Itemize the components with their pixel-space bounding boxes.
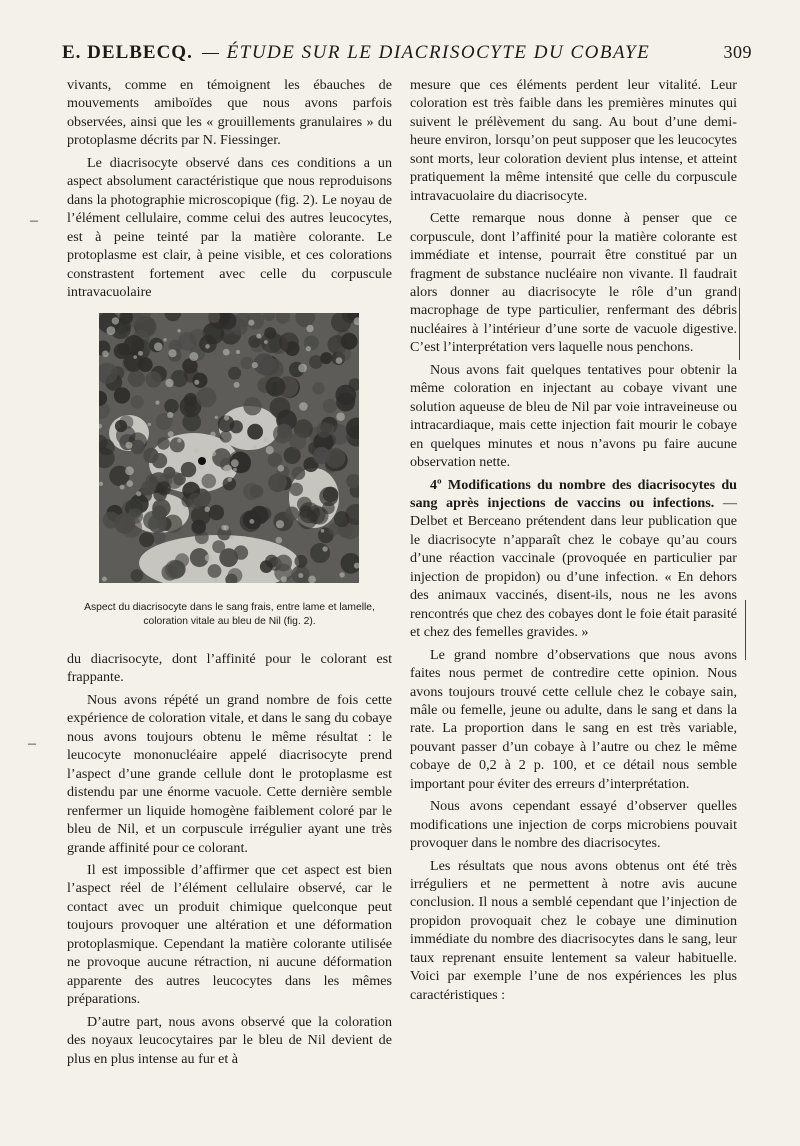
paragraph: Nous avons répété un grand nombre de fois cette expérience de coloration vitale, et dans le sang du cobaye nous avons toujours obtenu le même résultat : le leucocyte mononucléaire appelé diacrisocyte prend l’aspect d’une grande cellule dont le protoplasme est distendu par une énorme vacuole. Cette dernière semble renfermer un liquide homogène faiblement coloré par le bleu de Nil, et un corpuscule irrégulier ayant une très grande affinité pour ce colorant.: [67, 691, 392, 856]
paragraph: Les résultats que nous avons obtenus ont été très irréguliers et ne permettent à notre avis aucune conclusion. Il nous a semblé cependant que l’injection de propidon provoquait chez le cobaye une diminution immédiate du nombre des diacrisocytes dans le sang, leur taux reprenant ensuite lentement sa valeur habituelle. Voici par exemple l’une de nos expériences les plus caractéristiques :: [410, 857, 737, 1003]
micrograph-figure: [99, 313, 359, 583]
header-title: — ÉTUDE SUR LE DIACRISOCYTE DU COBAYE: [202, 42, 651, 63]
running-header: [62, 38, 752, 68]
paragraph: vivants, comme en témoignent les ébauches de mouvements amiboïdes que nous avons parfois observées, ainsi que les « grouillements granulaires » du protoplasme décrits par N. Fiessinger.: [67, 77, 392, 149]
paragraph: Il est impossible d’affirmer que cet aspect est bien l’aspect réel de l’élément cellulaire observé, car le contact avec un produit chimique quelconque peut toujours provoquer une altération et une déformation protoplasmique. Cependant la matière colorante utilisée ne provoque aucune rétraction, ni aucune déformation apparente des autres leucocytes dans les mêmes préparations.: [67, 861, 392, 1008]
section-heading: 4º Modifications du nombre des diacrisocytes du sang après injections de vaccins ou infections.: [410, 476, 737, 511]
margin-bracket: [739, 288, 740, 360]
paragraph: Le grand nombre d’observations que nous avons faites nous permet de contredire cette opinion. Nous avons toujours trouvé cette cellule chez le cobaye sain, mâle ou femelle, jeune ou adulte, dans le sang et dans la rate. La proportion dans le sang en est très variable, pouvant passer d’un cobaye à l’autre ou chez le même cobaye de 0,2 à 2 p. 100, et ce détail nous semble important pour éviter des erreurs d’interprétation.: [410, 646, 737, 792]
paragraph: Nous avons fait quelques tentatives pour obtenir la même coloration en injectant au cobaye vivant une solution aqueuse de bleu de Nil par voie intraveineuse ou intracardiaque, mais cette injection fait mourir le cobaye en quelques minutes et nous n’avons pu faire aucune observation nette.: [410, 361, 737, 471]
paragraph: Cette remarque nous donne à penser que ce corpuscule, dont l’affinité pour la matière colorante est immédiate et intense, pourrait être constitué par un fragment de substance nucléaire non vivante. Il faudrait alors donner au diacrisocyte le rôle d’un grand macrophage de type particulier, renfermant des débris nucléaires à l’intérieur d’une sorte de vacuole digestive. C’est l’interprétation vers laquelle nous penchons.: [410, 210, 737, 356]
paragraph: du diacrisocyte, dont l’affinité pour le colorant est frappante.: [67, 651, 392, 686]
right-column: [410, 76, 737, 1004]
paragraph: Le diacrisocyte observé dans ces conditions a un aspect absolument caractéristique que nous reproduisons dans la photographie microscopique (fig. 2). Le noyau de l’élément cellulaire, comme celui des autres leucocytes, est à peine teinté par la matière colorante. Le protoplasme est clair, à peine visible, et ces colorations constrastent fortement avec celle du corpuscule intravacuolaire: [67, 154, 392, 300]
left-column-top: [67, 76, 392, 301]
paragraph-text: — Delbet et Berceano prétendent dans leur publication que le diacrisocyte n’apparaît chez le cobaye qu’au cours d’une réaction vaccinale (provoquée en particulier par injection de propidon) ou d’une infection. « En dehors des animaux vaccinés, disent-ils, nous ne les avons rencontrés que chez des cobayes dont le foie était parasité et chez des femelles gravides. »: [410, 494, 737, 641]
page-number: 309: [723, 42, 752, 62]
paragraph: D’autre part, nous avons observé que la coloration des noyaux leucocytaires par le bleu de Nil devient de plus en plus intense au fur et à: [67, 1013, 392, 1067]
paragraph: mesure que ces éléments perdent leur vitalité. Leur coloration est très faible dans les premières minutes qui suivent le prélèvement du sang. Au bout d’une demi-heure environ, lorsqu’on peut supposer que les leucocytes sont morts, leur coloration devient plus intense, et atteint pratiquement la même intensité que celle du corpuscule intravacuolaire du diacrisocyte.: [410, 77, 737, 204]
margin-bracket: [745, 600, 746, 660]
paragraph-with-heading: [410, 476, 737, 642]
left-column-bottom: [67, 650, 392, 1068]
margin-dash-mark: –: [30, 212, 38, 229]
micrograph-image: [99, 313, 359, 583]
paragraph: Nous avons cependant essayé d’observer quelles modifications une injection de corps microbiens pouvait provoquer dans le nombre des diacrisocytes.: [410, 798, 737, 852]
header-author: E. DELBECQ.: [62, 42, 193, 63]
figure-caption: Aspect du diacrisocyte dans le sang frais, entre lame et lamelle, coloration vitale au bleu de Nil (fig. 2).: [84, 602, 375, 627]
margin-dash-mark: –: [28, 735, 36, 752]
